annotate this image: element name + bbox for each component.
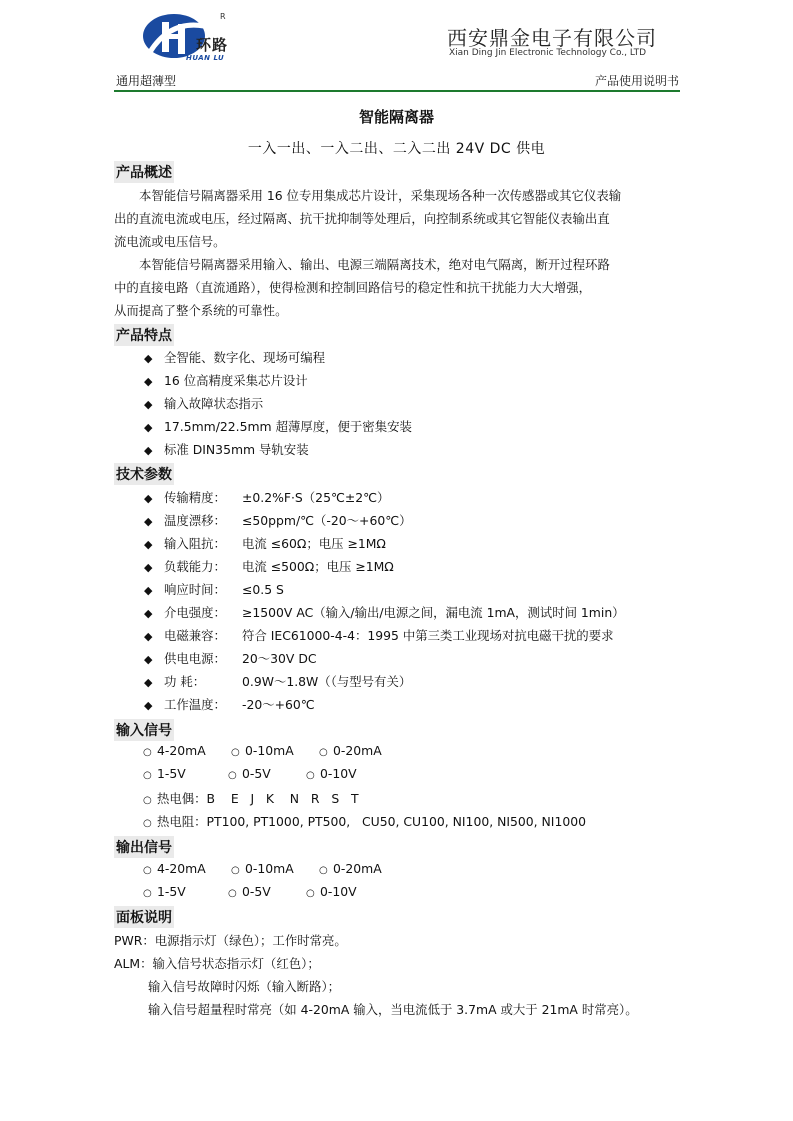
section-heading-features: 产品特点 (114, 324, 174, 346)
page-subtitle: 一入一出、一入二出、二入二出 24V DC 供电 (247, 141, 546, 157)
section-heading-output: 输出信号 (114, 836, 174, 858)
option-item: ○ 4-20mA (143, 743, 206, 758)
pwr-description: PWR：电源指示灯（绿色）；工作时常亮。 (114, 933, 347, 948)
circle-bullet-icon: ○ (319, 747, 328, 758)
list-item: ◆ 17.5mm/22.5mm 超薄厚度，便于密集安装 (144, 419, 412, 434)
section-heading-panel: 面板说明 (114, 906, 174, 928)
logo-subtext: HUAN LU (186, 54, 225, 62)
circle-bullet-icon: ○ (319, 865, 328, 876)
diamond-bullet-icon: ◆ (144, 676, 153, 689)
diamond-bullet-icon: ◆ (144, 561, 153, 574)
section-heading-specs: 技术参数 (114, 463, 174, 485)
alm-fault-description: 输入信号故障时闪烁（输入断路）； (148, 979, 341, 994)
diamond-bullet-icon: ◆ (144, 421, 153, 434)
alm-description: ALM：输入信号状态指示灯（红色）； (114, 956, 320, 971)
circle-bullet-icon: ○ (306, 888, 315, 899)
features-list (144, 348, 412, 463)
option-item: ○ 0-20mA (319, 743, 382, 758)
diamond-bullet-icon: ◆ (144, 444, 153, 457)
circle-bullet-icon: ○ (143, 818, 152, 829)
spec-row: ◆ 电磁兼容： 符合 IEC61000-4-4：1995 中第三类工业现场对抗电磁干扰的要求 (144, 628, 614, 643)
option-item: ○ 0-20mA (319, 861, 382, 876)
section-heading-input: 输入信号 (114, 719, 174, 741)
page-header (0, 0, 793, 95)
diamond-bullet-icon: ◆ (144, 607, 153, 620)
option-item: ○ 0-10V (306, 884, 357, 899)
specs-list (144, 488, 625, 718)
registered-mark: R (220, 12, 226, 21)
option-item: ○ 0-5V (228, 766, 271, 781)
diamond-bullet-icon: ◆ (144, 375, 153, 388)
circle-bullet-icon: ○ (143, 865, 152, 876)
overview-p1-line: 出的直流电流或电压，经过隔离、抗干扰抑制等处理后，向控制系统或其它智能仪表输出直 (114, 211, 610, 226)
overview-p2-line: 本智能信号隔离器采用输入、输出、电源三端隔离技术，绝对电气隔离，断开过程环路 (139, 257, 610, 272)
overview-paragraph-1 (114, 184, 684, 253)
input-voltage-options (143, 766, 357, 789)
header-rule (114, 90, 680, 92)
list-item: ◆ 标准 DIN35mm 导轨安装 (144, 442, 309, 457)
diamond-bullet-icon: ◆ (144, 492, 153, 505)
circle-bullet-icon: ○ (228, 888, 237, 899)
spec-row: ◆ 传输精度： ±0.2%F·S（25℃±2℃） (144, 490, 390, 505)
input-current-options (143, 743, 382, 766)
overview-p2-line: 从而提高了整个系统的可靠性。 (114, 303, 288, 318)
circle-bullet-icon: ○ (143, 888, 152, 899)
page-title: 智能隔离器 (358, 108, 434, 126)
diamond-bullet-icon: ◆ (144, 352, 153, 365)
option-item: ○ 1-5V (143, 884, 186, 899)
option-item: ○ 0-10V (306, 766, 357, 781)
spec-row: ◆ 功 耗： 0.9W～1.8W（（与型号有关） (144, 674, 412, 689)
alm-overrange-description: 输入信号超量程时常亮（如 4-20mA 输入，当电流低于 3.7mA 或大于 21mA 时常亮）。 (148, 1002, 638, 1017)
diamond-bullet-icon: ◆ (144, 584, 153, 597)
overview-paragraph-2 (114, 253, 684, 322)
list-item: ◆ 全智能、数字化、现场可编程 (144, 350, 326, 365)
circle-bullet-icon: ○ (143, 795, 152, 806)
list-item: ◆ 16 位高精度采集芯片设计 (144, 373, 308, 388)
spec-row: ◆ 工作温度： -20～+60℃ (144, 697, 315, 712)
circle-bullet-icon: ○ (231, 865, 240, 876)
manual-label: 产品使用说明书 (594, 74, 679, 88)
product-type-label: 通用超薄型 (116, 74, 177, 88)
spec-row: ◆ 供电电源： 20～30V DC (144, 651, 317, 666)
company-name-en: Xian Ding Jin Electronic Technology Co., LTD (449, 48, 647, 58)
section-heading-overview: 产品概述 (114, 161, 174, 183)
spec-row: ◆ 介电强度： ≥1500V AC（输入/输出/电源之间，漏电流 1mA，测试时间 1min） (144, 605, 625, 620)
circle-bullet-icon: ○ (228, 770, 237, 781)
diamond-bullet-icon: ◆ (144, 398, 153, 411)
diamond-bullet-icon: ◆ (144, 538, 153, 551)
circle-bullet-icon: ○ (143, 770, 152, 781)
overview-p1-line: 本智能信号隔离器采用 16 位专用集成芯片设计，采集现场各种一次传感器或其它仪表输 (139, 188, 622, 203)
diamond-bullet-icon: ◆ (144, 630, 153, 643)
circle-bullet-icon: ○ (306, 770, 315, 781)
diamond-bullet-icon: ◆ (144, 699, 153, 712)
diamond-bullet-icon: ◆ (144, 653, 153, 666)
overview-p2-line: 中的直接电路（直流通路），使得检测和控制回路信号的稳定性和抗干扰能力大大增强， (114, 280, 592, 295)
spec-row: ◆ 负载能力： 电流 ≤500Ω；电压 ≥1MΩ (144, 559, 394, 574)
overview-p1-line: 流电流或电压信号。 (114, 234, 226, 249)
input-thermocouple: ○ 热电偶：B E J K N R S T (143, 791, 359, 806)
option-item: ○ 1-5V (143, 766, 186, 781)
logo-text: 环路 (196, 36, 229, 54)
output-current-options (143, 861, 382, 884)
option-item: ○ 4-20mA (143, 861, 206, 876)
spec-row: ◆ 响应时间： ≤0.5 S (144, 582, 284, 597)
circle-bullet-icon: ○ (143, 747, 152, 758)
spec-row: ◆ 输入阻抗： 电流 ≤60Ω；电压 ≥1MΩ (144, 536, 386, 551)
option-item: ○ 0-5V (228, 884, 271, 899)
spec-row: ◆ 温度漂移： ≤50ppm/℃（-20～+60℃） (144, 513, 412, 528)
option-item: ○ 0-10mA (231, 743, 294, 758)
diamond-bullet-icon: ◆ (144, 515, 153, 528)
company-name-cn: 西安鼎金电子有限公司 (447, 26, 657, 50)
output-voltage-options (143, 884, 357, 907)
list-item: ◆ 输入故障状态指示 (144, 396, 264, 411)
option-item: ○ 0-10mA (231, 861, 294, 876)
input-rtd: ○ 热电阻：PT100, PT1000, PT500, CU50, CU100, NI100, NI500, NI1000 (143, 814, 586, 829)
circle-bullet-icon: ○ (231, 747, 240, 758)
